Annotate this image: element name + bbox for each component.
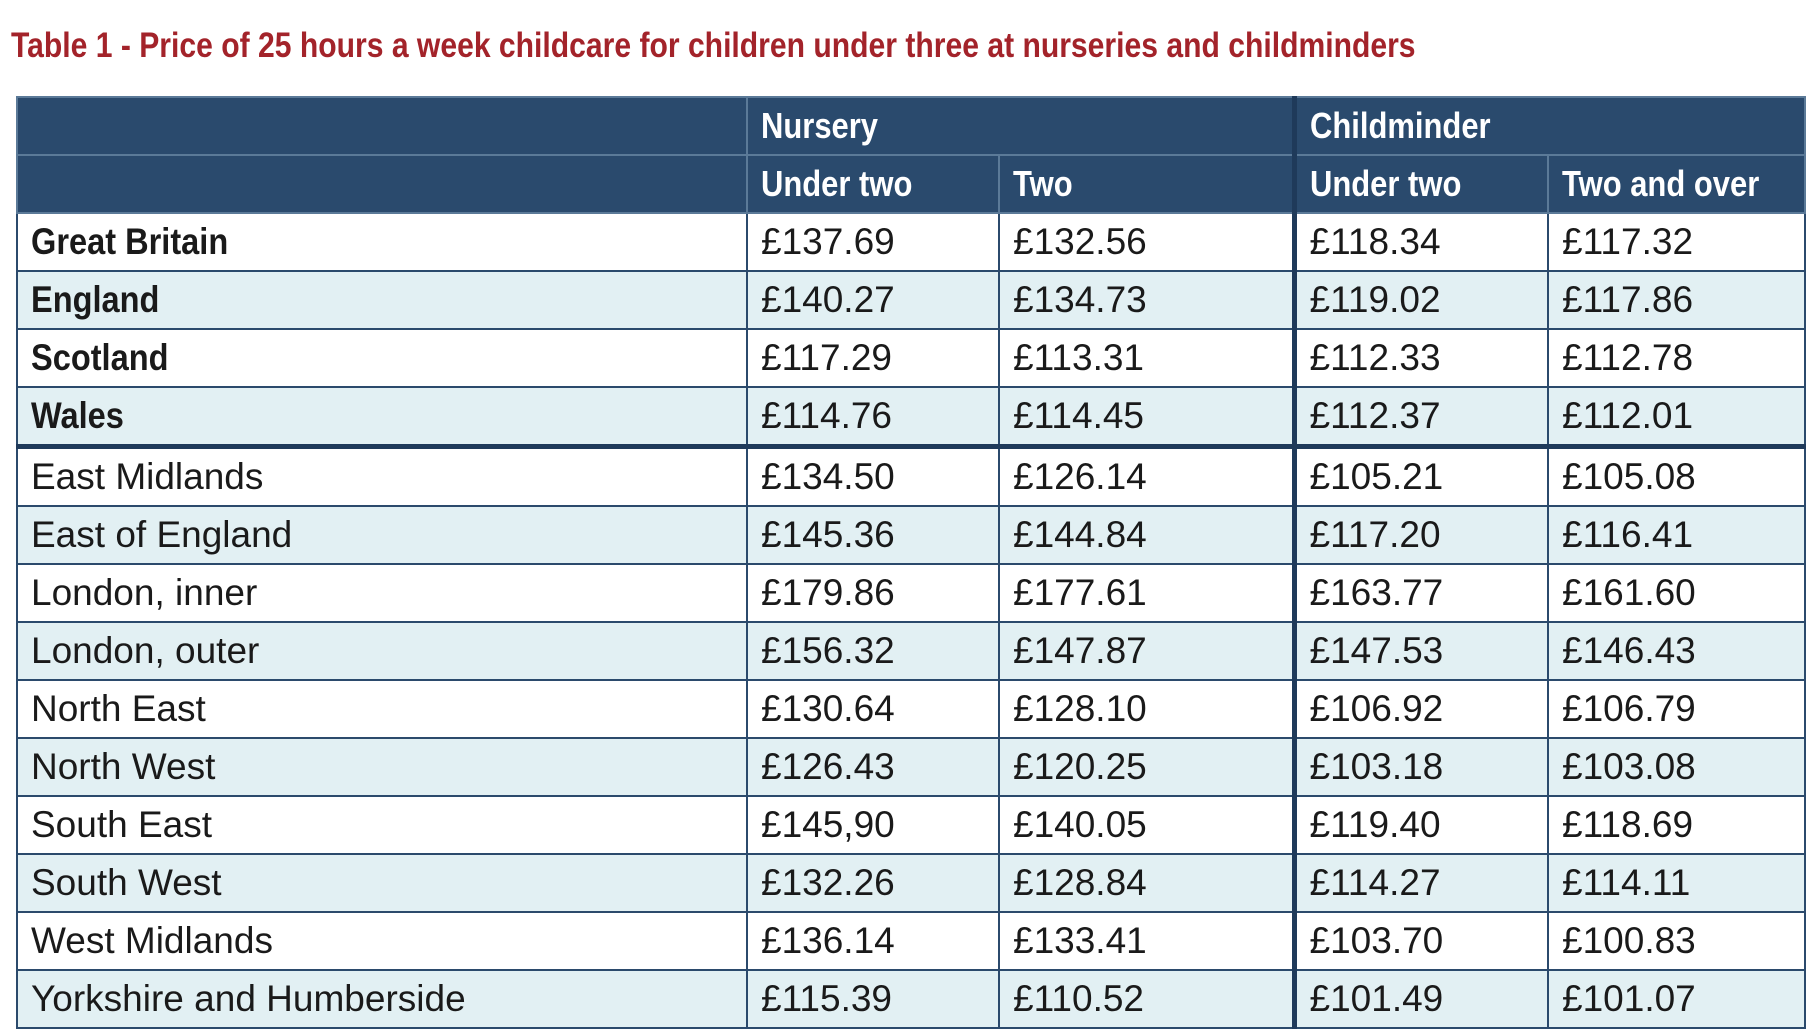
childminder-two-and-over-cell: £146.43 [1548,622,1805,680]
nursery-two-cell: £177.61 [999,564,1294,622]
region-cell: East of England [17,506,747,564]
nursery-two-cell: £140.05 [999,796,1294,854]
nursery-under-two-cell: £136.14 [747,912,999,970]
header-childminder-under-two-label: Under two [1309,163,1461,204]
header-group-nursery [747,97,1294,155]
childminder-two-and-over-cell: £116.41 [1548,506,1805,564]
nursery-under-two-cell: £117.29 [747,329,999,387]
childminder-two-and-over-cell: £105.08 [1548,447,1805,507]
region-cell [17,387,747,447]
nursery-under-two-cell: £179.86 [747,564,999,622]
childcare-price-table [16,96,1806,1029]
region-cell: North East [17,680,747,738]
childminder-under-two-cell: £106.92 [1294,680,1548,738]
childminder-under-two-cell: £112.33 [1294,329,1548,387]
region-cell: London, outer [17,622,747,680]
region-cell: Yorkshire and Humberside [17,970,747,1028]
nursery-under-two-cell: £140.27 [747,271,999,329]
header-childminder-two-and-over [1548,155,1805,213]
childminder-two-and-over-cell: £106.79 [1548,680,1805,738]
header-childminder-under-two [1294,155,1548,213]
region-cell: North West [17,738,747,796]
nursery-under-two-cell: £126.43 [747,738,999,796]
nursery-under-two-cell: £137.69 [747,213,999,271]
nursery-two-cell: £113.31 [999,329,1294,387]
header-group-row [17,97,1805,155]
header-group-childminder [1294,97,1805,155]
header-group-nursery-label: Nursery [761,105,879,146]
childminder-two-and-over-cell: £114.11 [1548,854,1805,912]
childminder-under-two-cell: £103.70 [1294,912,1548,970]
table-row [17,213,1805,271]
table-row [17,329,1805,387]
table-row [17,271,1805,329]
nursery-two-cell: £110.52 [999,970,1294,1028]
table-row [17,622,1805,680]
header-corner-bottom [17,155,747,213]
nursery-two-cell: £126.14 [999,447,1294,507]
childminder-two-and-over-cell: £117.86 [1548,271,1805,329]
region-cell: London, inner [17,564,747,622]
region-label: Scotland [31,337,169,378]
nursery-under-two-cell: £130.64 [747,680,999,738]
childminder-two-and-over-cell: £112.78 [1548,329,1805,387]
childminder-under-two-cell: £117.20 [1294,506,1548,564]
header-corner-top [17,97,747,155]
childminder-under-two-cell: £112.37 [1294,387,1548,447]
region-label: Wales [31,395,124,436]
table-row [17,854,1805,912]
nursery-two-cell: £114.45 [999,387,1294,447]
nursery-two-cell: £133.41 [999,912,1294,970]
nursery-two-cell: £134.73 [999,271,1294,329]
childminder-two-and-over-cell: £118.69 [1548,796,1805,854]
table-row [17,796,1805,854]
nursery-two-cell: £144.84 [999,506,1294,564]
table-row [17,912,1805,970]
childminder-under-two-cell: £119.02 [1294,271,1548,329]
nursery-under-two-cell: £156.32 [747,622,999,680]
header-column-row [17,155,1805,213]
table-body [17,213,1805,1028]
childminder-two-and-over-cell: £103.08 [1548,738,1805,796]
table-header [17,97,1805,213]
table-title: Table 1 - Price of 25 hours a week childcare for children under three at nurseries and childminders [11,26,1416,65]
region-cell: West Midlands [17,912,747,970]
nursery-under-two-cell: £134.50 [747,447,999,507]
nursery-under-two-cell: £145.36 [747,506,999,564]
childminder-under-two-cell: £105.21 [1294,447,1548,507]
childminder-two-and-over-cell: £100.83 [1548,912,1805,970]
header-nursery-two [999,155,1294,213]
table-row [17,564,1805,622]
region-cell [17,213,747,271]
childminder-under-two-cell: £118.34 [1294,213,1548,271]
childminder-two-and-over-cell: £117.32 [1548,213,1805,271]
childminder-under-two-cell: £114.27 [1294,854,1548,912]
nursery-two-cell: £147.87 [999,622,1294,680]
childminder-under-two-cell: £163.77 [1294,564,1548,622]
table-row [17,387,1805,447]
header-childminder-two-and-over-label: Two and over [1562,163,1760,204]
header-nursery-under-two-label: Under two [761,163,913,204]
nursery-under-two-cell: £132.26 [747,854,999,912]
childminder-under-two-cell: £119.40 [1294,796,1548,854]
childminder-under-two-cell: £103.18 [1294,738,1548,796]
table-row [17,680,1805,738]
region-cell: South East [17,796,747,854]
region-cell [17,271,747,329]
region-label: England [31,279,160,320]
childminder-under-two-cell: £101.49 [1294,970,1548,1028]
header-nursery-two-label: Two [1013,163,1073,204]
region-cell: East Midlands [17,447,747,507]
nursery-under-two-cell: £115.39 [747,970,999,1028]
region-cell [17,329,747,387]
nursery-under-two-cell: £145,90 [747,796,999,854]
table-row [17,970,1805,1028]
header-group-childminder-label: Childminder [1309,105,1491,146]
nursery-two-cell: £128.84 [999,854,1294,912]
table-row [17,447,1805,507]
nursery-two-cell: £120.25 [999,738,1294,796]
nursery-two-cell: £128.10 [999,680,1294,738]
childminder-under-two-cell: £147.53 [1294,622,1548,680]
nursery-under-two-cell: £114.76 [747,387,999,447]
table-row [17,738,1805,796]
nursery-two-cell: £132.56 [999,213,1294,271]
childminder-two-and-over-cell: £112.01 [1548,387,1805,447]
header-nursery-under-two [747,155,999,213]
childminder-two-and-over-cell: £101.07 [1548,970,1805,1028]
region-cell: South West [17,854,747,912]
region-label: Great Britain [31,221,229,262]
table-row [17,506,1805,564]
childminder-two-and-over-cell: £161.60 [1548,564,1805,622]
